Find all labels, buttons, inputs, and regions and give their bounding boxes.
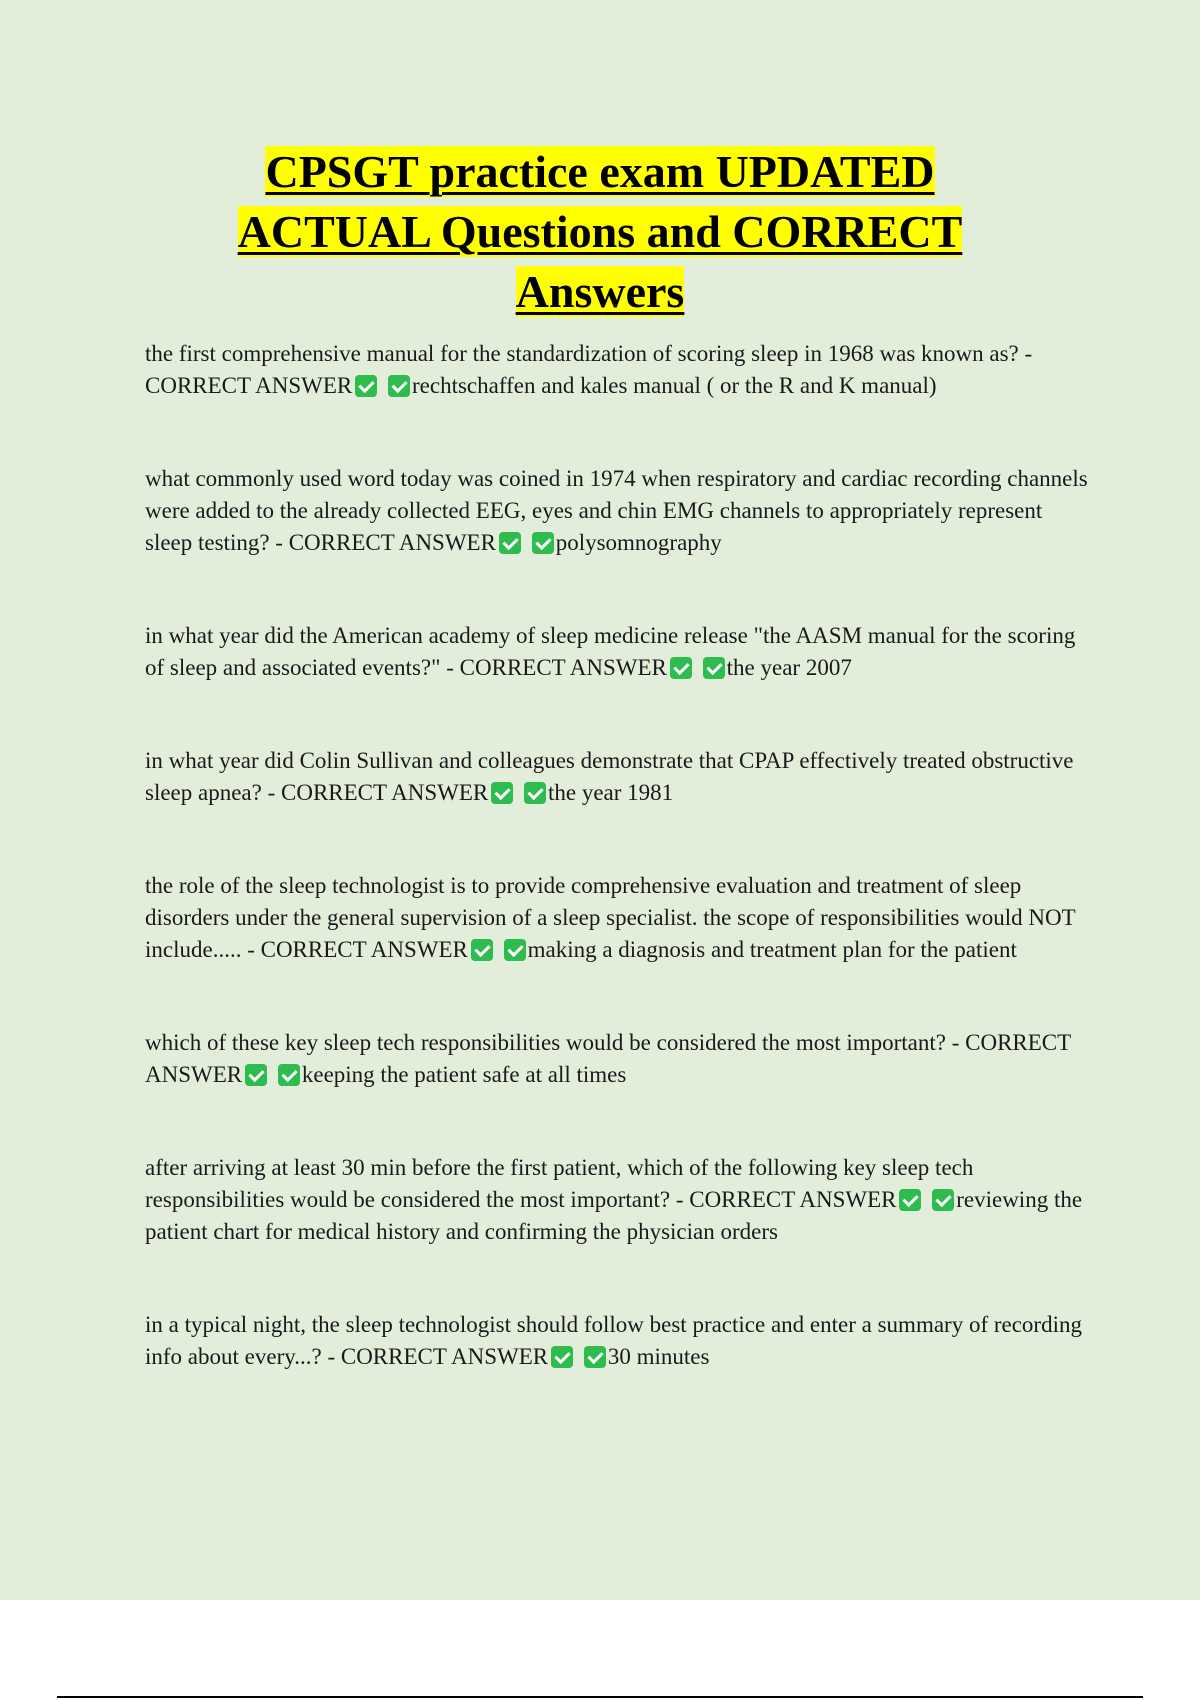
qa-item bbox=[145, 1152, 1095, 1248]
answer-text: reviewing the patient chart for medical history and confirming the physician orders bbox=[145, 1187, 1083, 1244]
qa-item bbox=[145, 620, 1095, 684]
question-text: which of these key sleep tech responsibilities would be considered the most important? - CORRECT ANSWER bbox=[145, 1030, 1071, 1087]
title-line: CPSGT practice exam UPDATED bbox=[265, 146, 935, 197]
qa-item bbox=[145, 338, 1095, 402]
check-mark-icon bbox=[524, 782, 546, 804]
check-mark-icon bbox=[278, 1064, 300, 1086]
qa-item bbox=[145, 1309, 1095, 1373]
question-text: what commonly used word today was coined in 1974 when respiratory and cardiac recording channels were added to the already collected EEG, eyes and chin EMG channels to appropriately represent sleep testing? - CORRECT ANSWER bbox=[145, 466, 1088, 555]
check-mark-icon bbox=[355, 375, 377, 397]
answer-text: rechtschaffen and kales manual ( or the R and K manual) bbox=[412, 373, 937, 398]
check-mark-icon bbox=[504, 939, 526, 961]
check-mark-icon bbox=[932, 1189, 954, 1211]
answer-text: polysomnography bbox=[555, 530, 722, 555]
answer-text: the year 2007 bbox=[726, 655, 852, 680]
question-text: the first comprehensive manual for the standardization of scoring sleep in 1968 was known as? - CORRECT ANSWER bbox=[145, 341, 1033, 398]
check-mark-icon bbox=[499, 532, 521, 554]
check-mark-icon bbox=[532, 532, 554, 554]
check-mark-icon bbox=[899, 1189, 921, 1211]
check-mark-icon bbox=[245, 1064, 267, 1086]
qa-list bbox=[145, 338, 1095, 1434]
check-mark-icon bbox=[551, 1346, 573, 1368]
answer-text: making a diagnosis and treatment plan for the patient bbox=[527, 937, 1017, 962]
qa-item bbox=[145, 1027, 1095, 1091]
question-text: in a typical night, the sleep technologist should follow best practice and enter a summary of recording info about every...? - CORRECT ANSWER bbox=[145, 1312, 1082, 1369]
answer-text: 30 minutes bbox=[607, 1344, 710, 1369]
check-mark-icon bbox=[670, 657, 692, 679]
question-text: in what year did Colin Sullivan and colleagues demonstrate that CPAP effectively treated obstructive sleep apnea? - CORRECT ANSWER bbox=[145, 748, 1074, 805]
check-mark-icon bbox=[388, 375, 410, 397]
qa-item bbox=[145, 745, 1095, 809]
qa-item bbox=[145, 870, 1095, 966]
question-text: after arriving at least 30 min before the first patient, which of the following key sleep tech responsibilities would be considered the most important? - CORRECT ANSWER bbox=[145, 1155, 974, 1212]
question-text: the role of the sleep technologist is to provide comprehensive evaluation and treatment of sleep disorders under the general supervision of a sleep specialist. the scope of responsibilities would NOT include..... - CORRECT ANSWER bbox=[145, 873, 1076, 962]
document-title bbox=[100, 142, 1100, 322]
title-line: ACTUAL Questions and CORRECT bbox=[237, 206, 963, 257]
title-line: Answers bbox=[515, 266, 685, 317]
check-mark-icon bbox=[584, 1346, 606, 1368]
answer-text: keeping the patient safe at all times bbox=[301, 1062, 627, 1087]
qa-item bbox=[145, 463, 1095, 559]
check-mark-icon bbox=[491, 782, 513, 804]
question-text: in what year did the American academy of sleep medicine release "the AASM manual for the scoring of sleep and associated events?" - CORRECT ANSWER bbox=[145, 623, 1076, 680]
check-mark-icon bbox=[703, 657, 725, 679]
answer-text: the year 1981 bbox=[548, 780, 674, 805]
check-mark-icon bbox=[471, 939, 493, 961]
bottom-divider bbox=[57, 1696, 1143, 1698]
